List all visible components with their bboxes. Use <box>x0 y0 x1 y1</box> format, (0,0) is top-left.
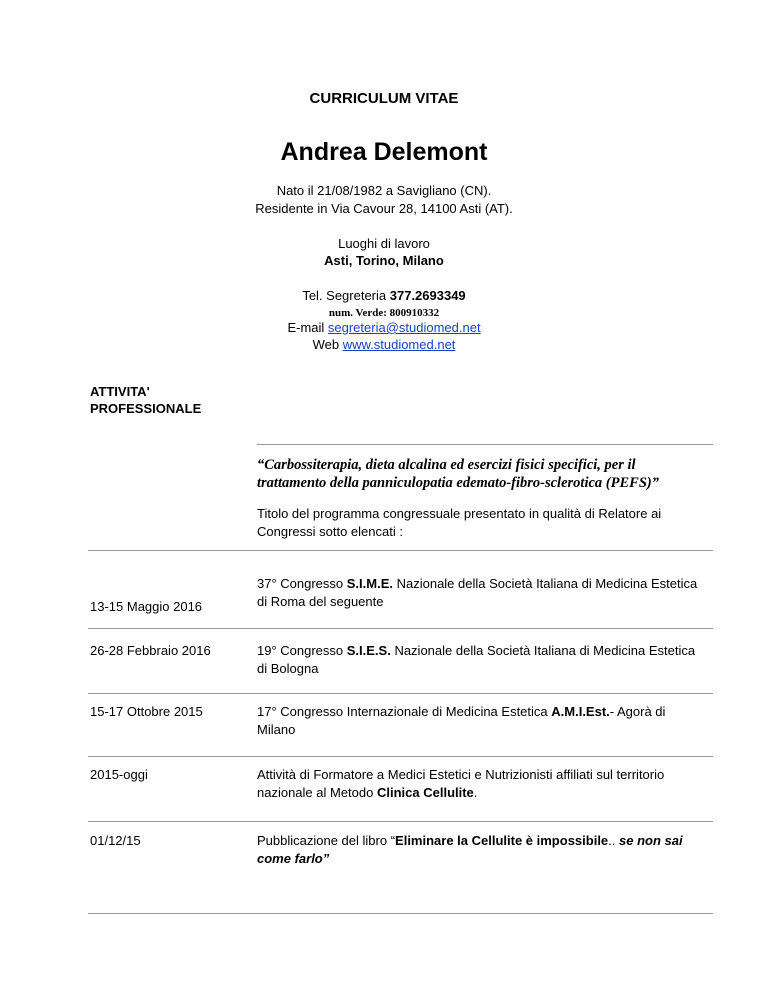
phone-label: Tel. Segreteria <box>302 288 390 303</box>
entry-description: 37° Congresso S.I.M.E. Nazionale della Società Italiana di Medicina Estetica di Roma del seguente <box>257 576 698 609</box>
section-heading-line2: PROFESSIONALE <box>90 401 202 416</box>
residence-info: Residente in Via Cavour 28, 14100 Asti (AT). <box>255 201 513 216</box>
email-link[interactable]: segreteria@studiomed.net <box>327 320 481 335</box>
web-link[interactable]: www.studiomed.net <box>342 337 456 352</box>
divider <box>88 756 713 757</box>
toll-free-number: num. Verde: 800910332 <box>328 307 440 319</box>
email-label: E-mail <box>287 320 328 335</box>
entry-description: Attività di Formatore a Medici Estetici e Nutrizionisti affiliati sul territorio nazionale al Metodo Clinica Cellulite. <box>257 767 665 800</box>
entry-date: 26-28 Febbraio 2016 <box>90 643 211 658</box>
entry-description: Pubblicazione del libro “Eliminare la Cellulite è impossibile.. se non sai come farlo” <box>257 833 683 866</box>
entry-date: 15-17 Ottobre 2015 <box>90 704 203 719</box>
program-title: “Carbossiterapia, dieta alcalina ed esercizi fisici specifici, per il trattamento della panniculopatia edemato-fibro-sclerotica (PEFS)” <box>257 457 659 491</box>
divider <box>88 821 713 822</box>
entry-date: 01/12/15 <box>90 833 141 848</box>
divider <box>88 628 713 629</box>
person-name: Andrea Delemont <box>280 138 488 166</box>
web-line <box>0 336 768 354</box>
entry-date: 2015-oggi <box>90 767 148 782</box>
workplaces-value: Asti, Torino, Milano <box>324 253 444 268</box>
birth-info: Nato il 21/08/1982 a Savigliano (CN). <box>276 183 492 198</box>
divider <box>88 550 713 551</box>
program-subtitle: Titolo del programma congressuale presentato in qualità di Relatore ai Congressi sotto elencati : <box>257 506 662 539</box>
email-line <box>0 319 768 337</box>
section-heading-line1: ATTIVITA' <box>90 384 150 399</box>
phone-line <box>0 287 768 305</box>
divider <box>257 444 713 445</box>
workplaces-label: Luoghi di lavoro <box>338 236 430 251</box>
document-label: CURRICULUM VITAE <box>309 90 459 107</box>
divider <box>88 913 713 914</box>
web-label: Web <box>312 337 343 352</box>
phone-number: 377.2693349 <box>389 288 466 303</box>
divider <box>88 693 713 694</box>
entry-description: 19° Congresso S.I.E.S. Nazionale della Società Italiana di Medicina Estetica di Bologna <box>257 643 696 676</box>
section-heading <box>90 383 201 417</box>
entry-description: 17° Congresso Internazionale di Medicina Estetica A.M.I.Est.- Agorà di Milano <box>257 704 666 737</box>
entry-date: 13-15 Maggio 2016 <box>90 599 203 614</box>
